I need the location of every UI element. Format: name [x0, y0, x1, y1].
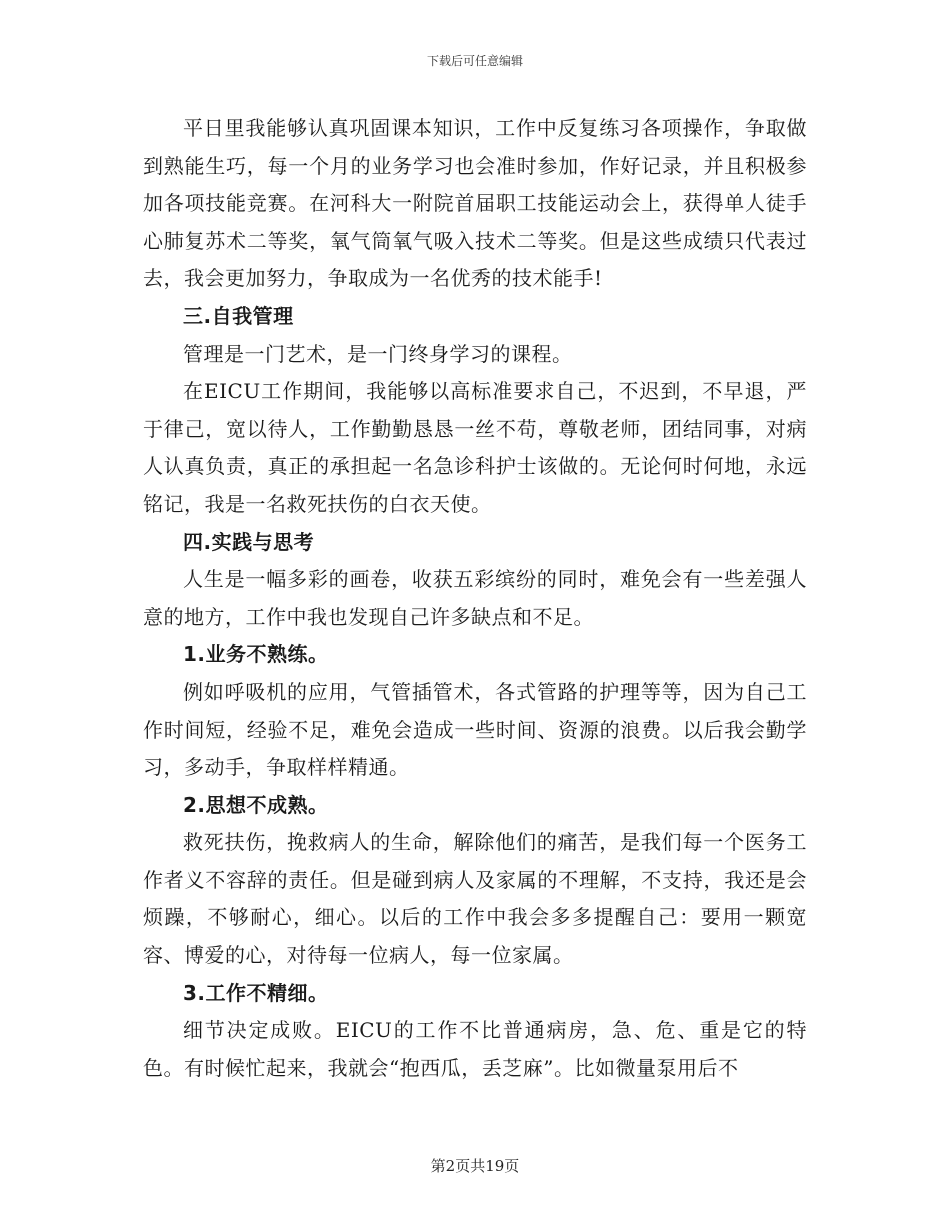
paragraph-management-art: 管理是一门艺术，是一门终身学习的课程。 [183, 341, 573, 366]
page-number: 第2页共19页 [430, 1157, 520, 1175]
document-body [143, 110, 807, 1087]
paragraph-immature: 救死扶伤，挽救病人的生命，解除他们的痛苦，是我们每一个医务工作者义不容辞的责任。但是碰到病人及家属的不理解，不支持，我还是会烦躁，不够耐心，细心。以后的工作中我会多多提醒自己：要用一颗宽容、博爱的心，对待每一位病人，每一位家属。 [143, 830, 807, 968]
paragraph-details: 细节决定成败。EICU的工作不比普通病房，急、危、重是它的特色。有时候忙起来，我就会“抱西瓜，丢芝麻”。比如微量泵用后不 [143, 1018, 807, 1080]
heading-unskilled: 1.业务不熟练。 [183, 642, 329, 667]
page-header: 下载后可任意编辑 [426, 54, 523, 68]
paragraph-life-picture: 人生是一幅多彩的画卷，收获五彩缤纷的同时，难免会有一些差强人意的地方，工作中我也发现自己许多缺点和不足。 [143, 567, 807, 629]
heading-practice-reflection: 四.实践与思考 [183, 529, 315, 554]
heading-self-management: 三.自我管理 [183, 303, 294, 328]
paragraph-skills: 平日里我能够认真巩固课本知识，工作中反复练习各项操作，争取做到熟能生巧，每一个月的业务学习也会准时参加，作好记录，并且积极参加各项技能竞赛。在河科大一附院首届职工技能运动会上，获得单人徒手心肺复苏术二等奖，氧气筒氧气吸入技术二等奖。但是这些成绩只代表过去，我会更加努力，争取成为一名优秀的技术能手! [143, 116, 807, 291]
heading-immature: 2.思想不成熟。 [183, 792, 329, 817]
paragraph-unskilled: 例如呼吸机的应用，气管插管术，各式管路的护理等等，因为自己工作时间短，经验不足，难免会造成一些时间、资源的浪费。以后我会勤学习，多动手，争取样样精通。 [143, 679, 807, 780]
paragraph-eicu-conduct: 在EICU工作期间，我能够以高标准要求自己，不迟到，不早退，严于律己，宽以待人，工作勤勤恳恳一丝不苟，尊敬老师，团结同事，对病人认真负责，真正的承担起一名急诊科护士该做的。无论何时何地，永远铭记，我是一名救死扶伤的白衣天使。 [143, 379, 807, 516]
heading-not-meticulous: 3.工作不精细。 [183, 980, 329, 1005]
